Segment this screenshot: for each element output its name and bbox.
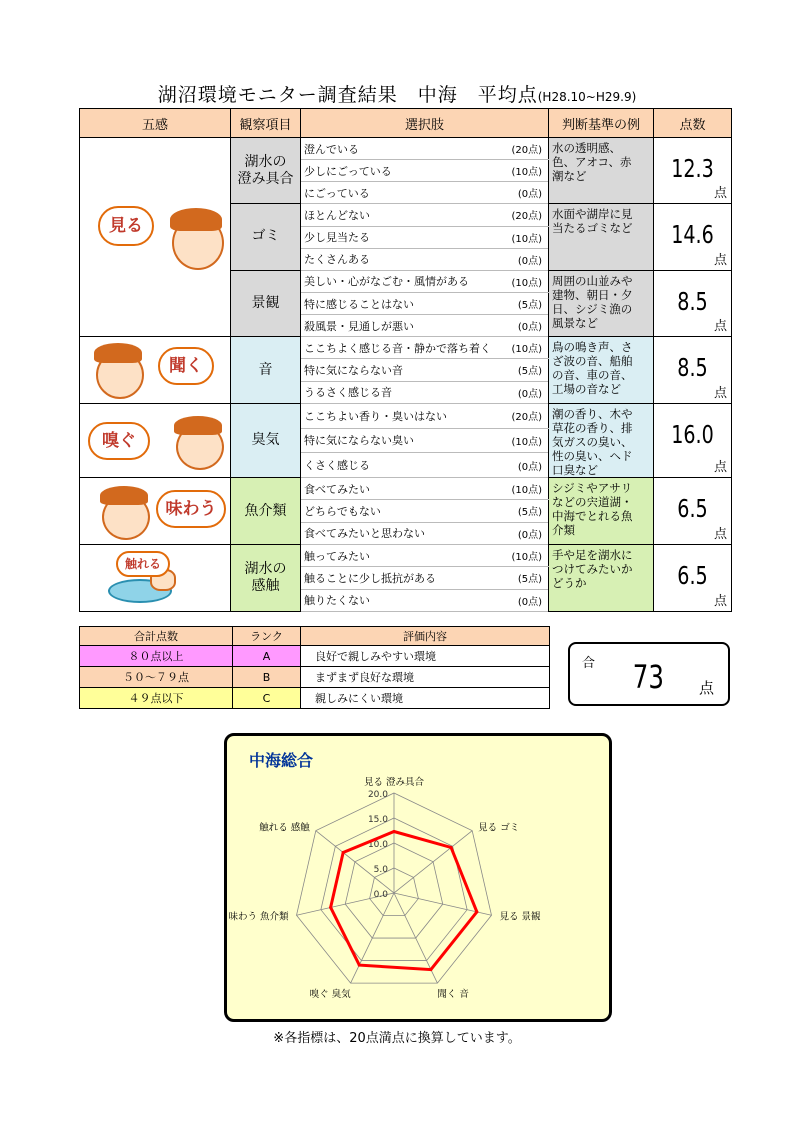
option-row — [80, 404, 732, 429]
option-points: (10点) — [505, 226, 549, 248]
option-text: 触ってみたい — [301, 545, 505, 567]
option-points: (10点) — [505, 428, 549, 453]
rank-header-row — [80, 627, 550, 646]
option-points: (0点) — [505, 248, 549, 270]
score-value: 8.5 — [677, 353, 708, 382]
header-sense: 五感 — [80, 109, 231, 138]
observation-item: ゴミ — [231, 204, 301, 271]
option-points: (20点) — [505, 204, 549, 227]
observation-item: 音 — [231, 337, 301, 404]
score-unit: 点 — [714, 460, 728, 475]
data-point — [393, 830, 396, 833]
axis-label: 見る ゴミ — [478, 822, 520, 834]
sense-bubble: 見る — [98, 206, 154, 246]
option-text: ほとんどない — [301, 204, 505, 227]
option-points: (5点) — [505, 293, 549, 315]
observation-item: 湖水の 感触 — [231, 545, 301, 612]
criteria-example: シジミやアサリ などの宍道湖・ 中海でとれる魚 介類 — [549, 478, 654, 545]
footnote: ※各指標は、20点満点に換算しています。 — [273, 1031, 521, 1046]
option-text: 特に感じることはない — [301, 293, 505, 315]
rank-letter: A — [233, 646, 301, 667]
sense-bubble: 味わう — [156, 490, 226, 528]
option-points: (0点) — [505, 453, 549, 478]
option-text: どちらでもない — [301, 500, 505, 522]
rank-header-total: 合計点数 — [80, 627, 233, 646]
option-text: 食べてみたいと思わない — [301, 522, 505, 544]
total-label: 合 — [582, 656, 596, 671]
option-row — [80, 138, 732, 160]
option-points: (0点) — [505, 522, 549, 544]
option-text: 特に気にならない音 — [301, 359, 505, 381]
rank-header-desc: 評価内容 — [301, 627, 550, 646]
score-unit: 点 — [714, 594, 728, 609]
sense-bubble: 嗅ぐ — [88, 422, 150, 460]
score-cell — [654, 138, 732, 204]
option-text: 特に気にならない臭い — [301, 428, 505, 453]
option-text: 触りたくない — [301, 589, 505, 611]
tick-label: 15.0 — [367, 815, 388, 825]
score-cell — [654, 404, 732, 478]
score-value: 6.5 — [677, 561, 708, 590]
score-cell — [654, 337, 732, 404]
option-text: たくさんある — [301, 248, 505, 270]
option-points: (10点) — [505, 478, 549, 500]
option-row — [80, 478, 732, 500]
header-options: 選択肢 — [301, 109, 549, 138]
observation-item: 魚介類 — [231, 478, 301, 545]
option-points: (0点) — [505, 182, 549, 204]
tick-label: 0.0 — [373, 890, 388, 900]
rank-table — [79, 626, 550, 709]
data-series-line — [331, 832, 477, 970]
option-text: うるさく感じる音 — [301, 381, 505, 403]
score-value: 6.5 — [677, 494, 708, 523]
score-unit: 点 — [714, 186, 728, 201]
page-title — [0, 80, 794, 107]
score-value: 12.3 — [671, 154, 714, 183]
chart-title: 中海総合 — [249, 751, 314, 770]
rank-desc: 良好で親しみやすい環境 — [301, 646, 550, 667]
observation-item: 景観 — [231, 270, 301, 337]
rank-letter: C — [233, 688, 301, 709]
rank-row — [80, 688, 550, 709]
tick-label: 10.0 — [367, 840, 388, 850]
rank-range: ４９点以下 — [80, 688, 233, 709]
option-text: 殺風景・見通しが悪い — [301, 315, 505, 337]
sense-illustration-cell — [80, 404, 231, 478]
observation-item: 臭気 — [231, 404, 301, 478]
criteria-example: 潮の香り、木や 草花の香り、排 気ガスの臭い、 性の臭い、ヘド 口臭など — [549, 404, 654, 478]
rank-row — [80, 646, 550, 667]
score-cell — [654, 270, 732, 337]
score-unit: 点 — [714, 252, 728, 268]
axis-label: 触れる 感触 — [259, 822, 310, 834]
option-points: (5点) — [505, 359, 549, 381]
rank-desc: まずまず良好な環境 — [301, 667, 550, 688]
option-points: (0点) — [505, 589, 549, 611]
radar-chart-panel — [224, 733, 612, 1022]
data-point — [429, 968, 432, 971]
option-text: 少しにごっている — [301, 160, 505, 182]
option-text: 澄んでいる — [301, 138, 505, 160]
sense-illustration-cell — [80, 545, 231, 612]
option-text: 触ることに少し抵抗がある — [301, 567, 505, 589]
header-score: 点数 — [654, 109, 732, 138]
title-period: (H28.10~H29.9) — [537, 90, 637, 104]
option-text: 食べてみたい — [301, 478, 505, 500]
option-points: (0点) — [505, 315, 549, 337]
score-unit: 点 — [714, 319, 728, 334]
radar-chart — [227, 736, 609, 1019]
criteria-example: 鳥の鳴き声、さ ざ波の音、船舶 の音、車の音、 工場の音など — [549, 337, 654, 404]
data-point — [358, 964, 361, 967]
option-points: (10点) — [505, 545, 549, 567]
score-cell — [654, 478, 732, 545]
criteria-example: 手や足を湖水に つけてみたいか どうか — [549, 545, 654, 612]
data-point — [450, 846, 453, 849]
data-point — [475, 910, 478, 913]
score-unit: 点 — [714, 527, 728, 542]
title-main: 湖沼環境モニター調査結果 中海 平均点 — [157, 84, 538, 106]
option-text: 美しい・心がなごむ・風情がある — [301, 270, 505, 293]
character-hair-icon — [94, 343, 142, 363]
tick-label: 5.0 — [373, 865, 388, 875]
option-text: 少し見当たる — [301, 226, 505, 248]
sense-illustration-cell — [80, 337, 231, 404]
data-point — [329, 906, 332, 909]
score-unit: 点 — [714, 386, 728, 401]
score-cell — [654, 204, 732, 271]
rank-range: ５０～７９点 — [80, 667, 233, 688]
option-row — [80, 337, 732, 359]
total-score-box — [568, 642, 730, 706]
axis-label: 聞く 音 — [437, 989, 469, 1001]
criteria-example: 周囲の山並みや 建物、朝日・夕 日、シジミ漁の 風景など — [549, 270, 654, 337]
axis-label: 味わう 魚介類 — [228, 911, 289, 923]
axis-label: 見る 景観 — [499, 911, 541, 923]
total-value: 73 — [632, 658, 664, 696]
option-points: (20点) — [505, 138, 549, 160]
option-text: ここちよく感じる音・静かで落ち着く — [301, 337, 505, 359]
option-points: (10点) — [505, 270, 549, 293]
option-text: ここちよい香り・臭いはない — [301, 404, 505, 429]
option-points: (10点) — [505, 160, 549, 182]
header-item: 観察項目 — [231, 109, 301, 138]
tick-label: 20.0 — [367, 790, 388, 800]
option-text: くさく感じる — [301, 453, 505, 478]
sense-bubble: 触れる — [116, 551, 170, 577]
survey-table — [79, 108, 732, 612]
option-points: (10点) — [505, 337, 549, 359]
option-points: (0点) — [505, 381, 549, 403]
option-points: (5点) — [505, 500, 549, 522]
character-hair-icon — [174, 416, 222, 435]
data-point — [342, 851, 345, 854]
option-points: (5点) — [505, 567, 549, 589]
option-points: (20点) — [505, 404, 549, 429]
score-value: 8.5 — [677, 286, 708, 316]
rank-header-rank: ランク — [233, 627, 301, 646]
score-value: 16.0 — [671, 420, 714, 449]
sense-illustration-cell — [80, 478, 231, 545]
rank-range: ８０点以上 — [80, 646, 233, 667]
character-hair-icon — [100, 486, 148, 505]
criteria-example: 水面や湖岸に見 当たるゴミなど — [549, 204, 654, 271]
table-header-row — [80, 109, 732, 138]
score-cell — [654, 545, 732, 612]
rank-letter: B — [233, 667, 301, 688]
observation-item: 湖水の 澄み具合 — [231, 138, 301, 204]
character-hair-icon — [170, 208, 222, 231]
score-value: 14.6 — [671, 220, 714, 249]
sense-bubble: 聞く — [158, 347, 214, 385]
header-criteria: 判断基準の例 — [549, 109, 654, 138]
grid-spoke — [394, 831, 472, 893]
axis-label: 見る 澄み具合 — [363, 777, 425, 788]
sense-illustration-cell — [80, 138, 231, 337]
rank-row — [80, 667, 550, 688]
option-text: にごっている — [301, 182, 505, 204]
option-row — [80, 545, 732, 567]
rank-desc: 親しみにくい環境 — [301, 688, 550, 709]
total-unit: 点 — [698, 679, 714, 697]
axis-label: 嗅ぐ 臭気 — [309, 989, 351, 1001]
criteria-example: 水の透明感、 色、アオコ、赤 潮など — [549, 138, 654, 204]
